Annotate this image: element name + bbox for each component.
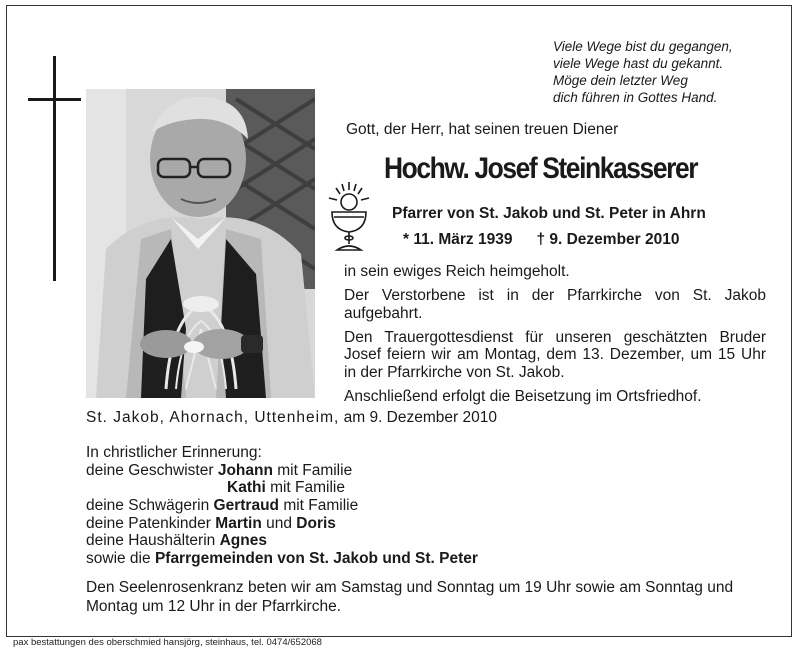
poem-line: viele Wege hast du gekannt.	[553, 56, 724, 71]
memorial-row: deine Patenkinder Martin und Doris	[86, 514, 336, 532]
relative-name: Kathi	[227, 479, 266, 497]
memorial-row: deine Geschwister Johann mit Familie	[86, 461, 353, 479]
deceased-title: Pfarrer von St. Jakob und St. Peter in Ahrn	[392, 205, 706, 222]
memorial-row: Kathi mit Familie	[227, 479, 345, 497]
body-paragraph: in sein ewiges Reich heimgeholt.	[344, 263, 570, 280]
poem-line: dich führen in Gottes Hand.	[553, 90, 718, 105]
chalice-icon	[322, 180, 376, 254]
notice-body	[344, 263, 766, 412]
relative-name: Martin	[215, 514, 262, 532]
deceased-name: Hochw. Josef Steinkasserer	[384, 152, 698, 185]
body-paragraph: Anschließend erfolgt die Beisetzung im Ortsfriedhof.	[344, 387, 702, 405]
poem-line: Viele Wege bist du gegangen,	[553, 39, 733, 54]
place-date-line	[86, 409, 497, 427]
memorial-list	[86, 444, 478, 568]
death-date: † 9. Dezember 2010	[536, 231, 680, 248]
portrait-photo	[86, 89, 315, 398]
birth-date: * 11. März 1939	[403, 231, 513, 248]
cross-icon-bar	[28, 98, 81, 101]
body-paragraph: Der Verstorbene ist in der Pfarrkirche von St. Jakob aufgebahrt.	[344, 287, 766, 322]
relative-name: Doris	[296, 514, 336, 532]
relative-name: Johann	[217, 461, 273, 479]
cross-icon	[53, 56, 56, 281]
life-dates	[403, 231, 680, 249]
place-locations: St. Jakob, Ahornach, Uttenheim,	[86, 409, 340, 426]
relative-name: Gertraud	[213, 497, 280, 515]
relative-name: Agnes	[219, 532, 267, 550]
body-paragraph: Den Trauergottesdienst für unseren geschätzten Bruder Josef feiern wir am Montag, dem 13. Dezember, um 15 Uhr in der Pfarrkirche von St. Jakob.	[344, 328, 766, 381]
intro-text: Gott, der Herr, hat seinen treuen Diener	[346, 121, 619, 138]
memorial-heading: In christlicher Erinnerung:	[86, 444, 262, 461]
memorial-row: deine Haushälterin Agnes	[86, 532, 267, 550]
rosary-notice: Den Seelenrosenkranz beten wir am Samstag und Sonntag um 19 Uhr sowie am Sonntag und Montag um 12 Uhr in der Pfarrkirche.	[86, 579, 734, 615]
memorial-row: deine Schwägerin Gertraud mit Familie	[86, 497, 359, 515]
funeral-home-footer: pax bestattungen des oberschmied hansjörg, steinhaus, tel. 0474/652068	[13, 637, 322, 648]
poem	[553, 38, 793, 106]
memorial-row: sowie die Pfarrgemeinden von St. Jakob und St. Peter	[86, 550, 478, 568]
parishes-name: Pfarrgemeinden von St. Jakob und St. Peter	[154, 550, 478, 568]
place-date: am 9. Dezember 2010	[343, 409, 497, 426]
poem-line: Möge dein letzter Weg	[553, 73, 688, 88]
